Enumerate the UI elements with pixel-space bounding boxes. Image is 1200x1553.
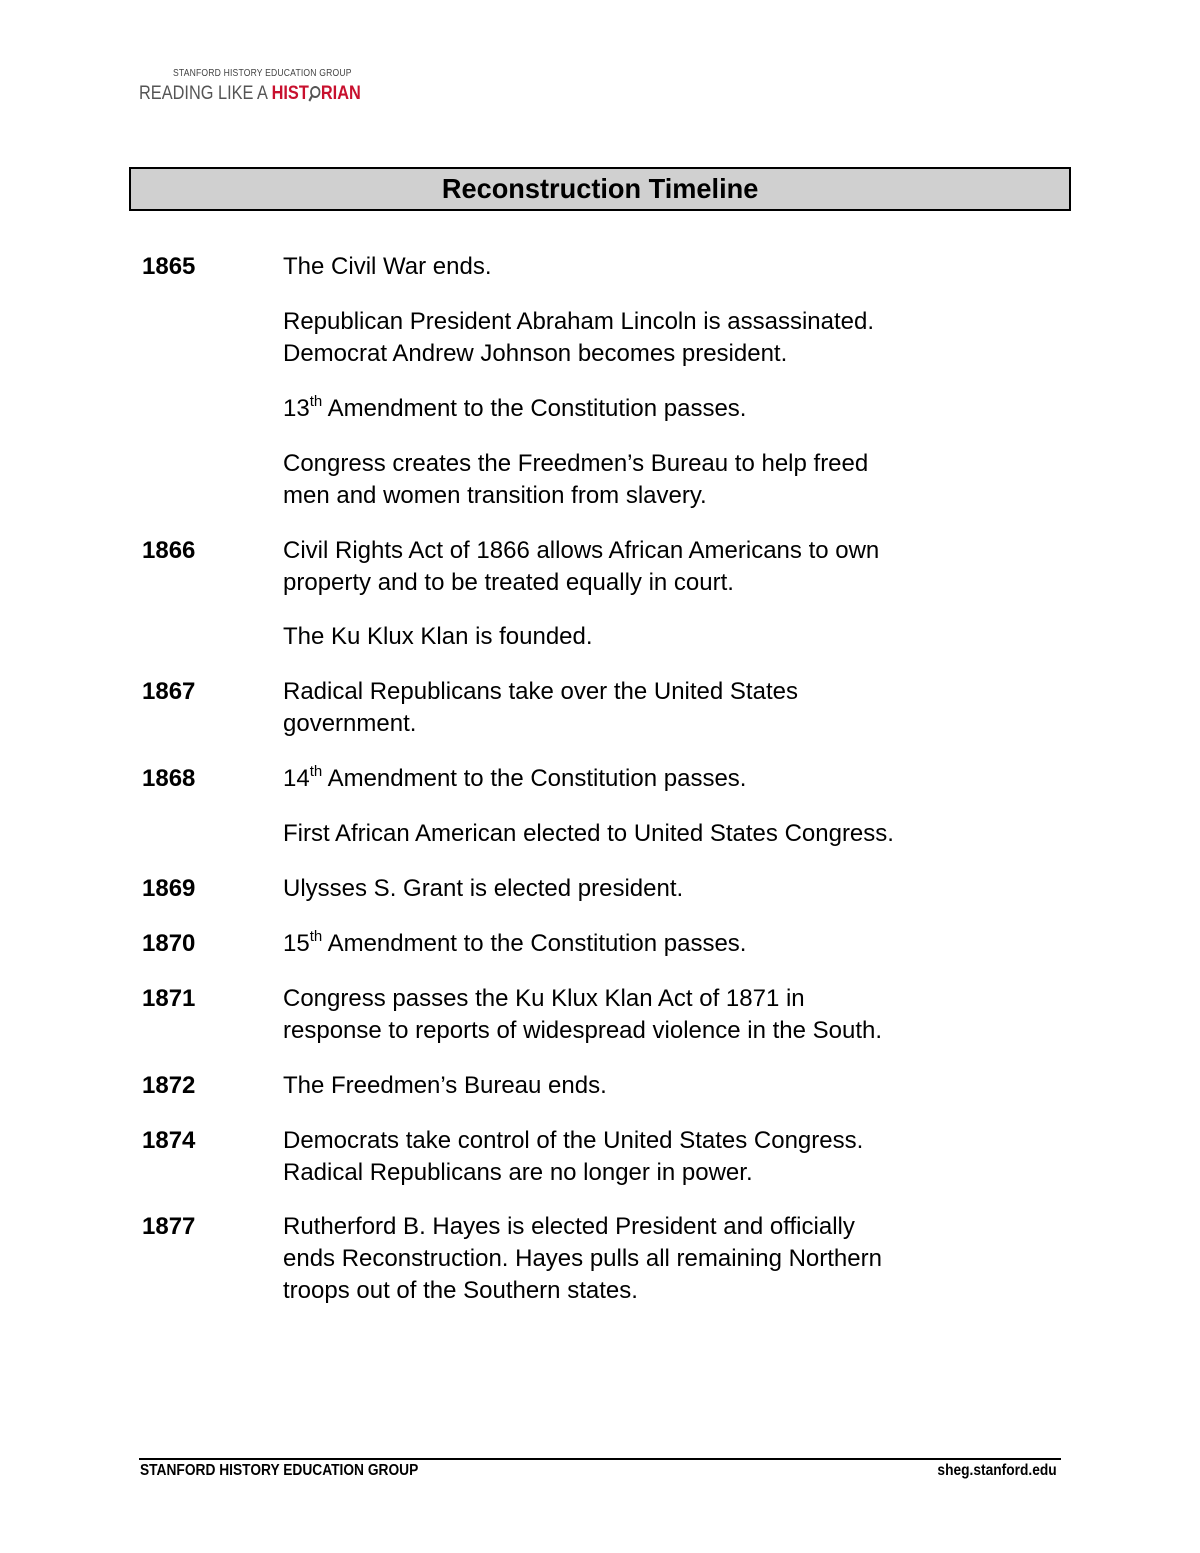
event-line: Ulysses S. Grant is elected president. xyxy=(283,875,684,902)
logo-org-name: STANFORD HISTORY EDUCATION GROUP xyxy=(173,68,352,79)
timeline-year: 1877 xyxy=(142,1213,196,1240)
timeline-event-text xyxy=(283,535,1003,599)
event-line: troops out of the Southern states. xyxy=(283,1277,638,1304)
timeline-year: 1874 xyxy=(142,1127,196,1154)
timeline-year: 1867 xyxy=(142,678,196,705)
event-line: men and women transition from slavery. xyxy=(283,482,707,509)
timeline-year: 1872 xyxy=(142,1072,196,1099)
timeline-event-text xyxy=(283,1070,1003,1102)
timeline-event-text xyxy=(283,928,1003,960)
timeline-event-text xyxy=(283,763,1003,795)
amendment-text: Amendment to the Constitution passes. xyxy=(322,930,747,957)
page-title: Reconstruction Timeline xyxy=(441,173,759,204)
timeline-event-text xyxy=(283,621,1003,653)
amendment-text: Amendment to the Constitution passes. xyxy=(322,765,747,792)
timeline-event-text xyxy=(283,306,1003,370)
timeline-year: 1866 xyxy=(142,537,196,564)
footer-website: sheg.stanford.edu xyxy=(937,1462,1057,1479)
event-line: Civil Rights Act of 1866 allows African Americans to own xyxy=(283,537,880,564)
timeline-event-text xyxy=(283,1125,1003,1189)
amendment-number: 13 xyxy=(283,395,310,422)
logo-reading-text: READING LIKE A xyxy=(139,83,272,104)
logo-hist-text: HIST xyxy=(271,83,309,104)
event-line: Radical Republicans take over the United States xyxy=(283,678,798,705)
event-line: Radical Republicans are no longer in power. xyxy=(283,1159,753,1186)
logo-rian-text: RIAN xyxy=(320,83,361,104)
ordinal-suffix: th xyxy=(309,928,323,945)
event-line: Democrat Andrew Johnson becomes president. xyxy=(283,340,788,367)
timeline-event-text xyxy=(283,818,1003,850)
amendment-text: Amendment to the Constitution passes. xyxy=(322,395,747,422)
event-line: property and to be treated equally in court. xyxy=(283,569,734,596)
event-line xyxy=(283,763,1003,795)
event-line: response to reports of widespread violence in the South. xyxy=(283,1017,883,1044)
timeline-year: 1865 xyxy=(142,253,196,280)
timeline-year: 1871 xyxy=(142,985,196,1012)
event-line: government. xyxy=(283,710,417,737)
event-line: Rutherford B. Hayes is elected President and officially xyxy=(283,1213,855,1240)
timeline-event-text xyxy=(283,676,1003,740)
magnifying-glass-icon xyxy=(309,85,321,101)
footer-divider xyxy=(139,1458,1061,1460)
event-line: The Civil War ends. xyxy=(283,253,492,280)
amendment-number: 14 xyxy=(283,765,310,792)
timeline-event-text xyxy=(283,251,1003,283)
timeline-year: 1868 xyxy=(142,765,196,792)
amendment-number: 15 xyxy=(283,930,310,957)
event-line: The Ku Klux Klan is founded. xyxy=(283,623,593,650)
logo-wordmark xyxy=(139,83,361,105)
sheg-logo xyxy=(139,68,379,105)
event-line xyxy=(283,928,1003,960)
event-line: Congress creates the Freedmen’s Bureau to help freed xyxy=(283,450,869,477)
timeline-year: 1869 xyxy=(142,875,196,902)
event-line: Congress passes the Ku Klux Klan Act of 1871 in xyxy=(283,985,805,1012)
event-line: First African American elected to United States Congress. xyxy=(283,820,894,847)
event-line: ends Reconstruction. Hayes pulls all remaining Northern xyxy=(283,1245,882,1272)
title-box xyxy=(129,167,1071,211)
ordinal-suffix: th xyxy=(309,763,323,780)
timeline-event-text xyxy=(283,983,1003,1047)
timeline-event-text xyxy=(283,873,1003,905)
event-line xyxy=(283,393,1003,425)
event-line: The Freedmen’s Bureau ends. xyxy=(283,1072,607,1099)
ordinal-suffix: th xyxy=(309,393,323,410)
timeline-event-text xyxy=(283,1211,1003,1307)
timeline-event-text xyxy=(283,448,1003,512)
timeline-year: 1870 xyxy=(142,930,196,957)
footer-org-name: STANFORD HISTORY EDUCATION GROUP xyxy=(140,1462,419,1479)
event-line: Republican President Abraham Lincoln is assassinated. xyxy=(283,308,875,335)
timeline-event-text xyxy=(283,393,1003,425)
event-line: Democrats take control of the United States Congress. xyxy=(283,1127,864,1154)
